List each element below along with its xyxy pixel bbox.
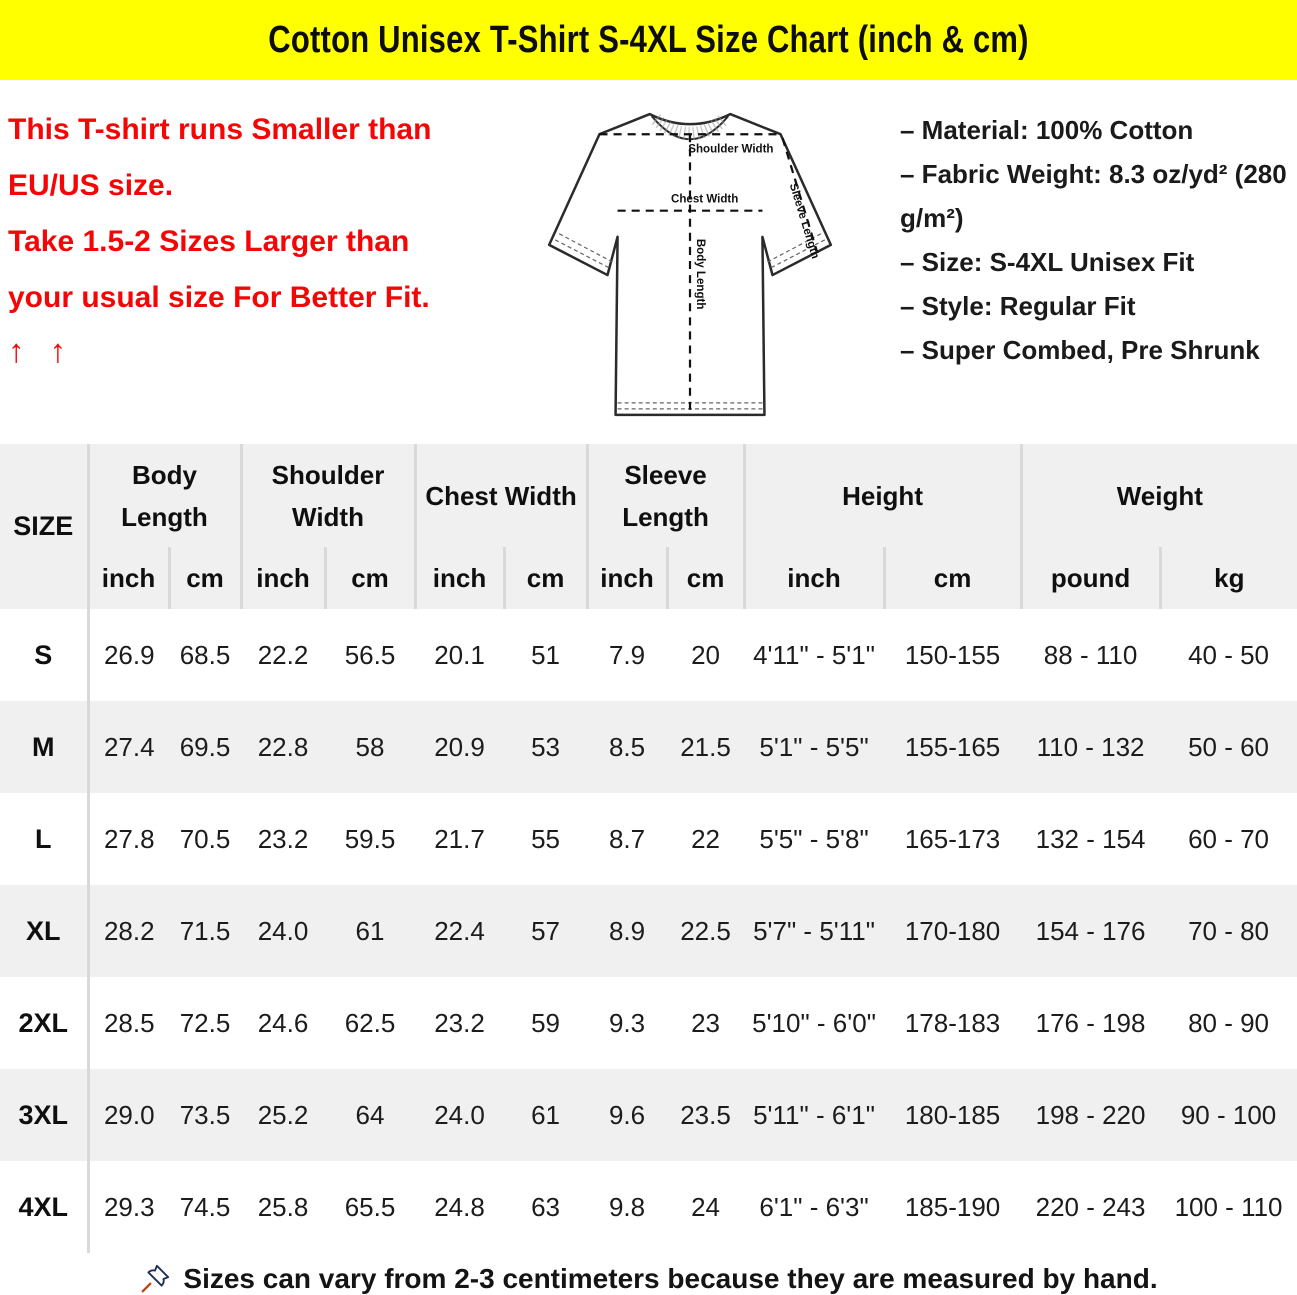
cell: 154 - 176	[1035, 915, 1146, 946]
column-group-sleeve-length: Sleeve Length	[587, 444, 744, 547]
unit-header-shoulder-width-inch: inch	[241, 547, 325, 609]
diagram-label-sleeve-length: Sleeve Length	[786, 181, 822, 261]
up-arrows-icon: ↑ ↑	[8, 332, 75, 369]
cell: 40 - 50	[1188, 639, 1270, 670]
cell: 73.5	[179, 1099, 231, 1130]
cell: 26.9	[88, 609, 169, 701]
cell: 80 - 90	[1188, 1007, 1270, 1038]
column-group-chest-width: Chest Width	[415, 444, 587, 547]
cell: 20.9	[434, 731, 485, 762]
cell: 20	[691, 639, 720, 670]
cell: 5'7" - 5'11"	[753, 915, 875, 946]
unit-header-body-length-cm: cm	[169, 547, 241, 609]
cell: 74.5	[179, 1191, 231, 1222]
cell: 55	[531, 823, 560, 854]
diagram-label-shoulder-width: Shoulder Width	[688, 143, 774, 156]
cell: 20.1	[434, 639, 485, 670]
warning-line: This T-shirt runs Smaller than	[8, 113, 432, 146]
cell: 25.2	[257, 1099, 309, 1130]
cell: 88 - 110	[1043, 639, 1138, 670]
column-group-height: Height	[744, 444, 1021, 547]
size-label: S	[34, 639, 53, 670]
cell: 61	[531, 1099, 560, 1130]
warning-line: EU/US size.	[8, 169, 174, 202]
cell: 5'1" - 5'5"	[759, 731, 869, 762]
cell: 90 - 100	[1180, 1099, 1277, 1130]
cell: 100 - 110	[1174, 1191, 1283, 1222]
warning-line: Take 1.5-2 Sizes Larger than	[8, 225, 410, 258]
cell: 24.8	[434, 1191, 485, 1222]
cell: 7.9	[608, 639, 646, 670]
cell: 59.5	[344, 823, 396, 854]
cell: 24.6	[257, 1007, 309, 1038]
unit-header-height-cm: cm	[884, 547, 1021, 609]
diagram-label-chest-width: Chest Width	[671, 193, 739, 206]
cell: 180-185	[904, 1099, 1001, 1130]
cell: 23.2	[257, 823, 309, 854]
cell: 220 - 243	[1035, 1191, 1146, 1222]
cell: 65.5	[344, 1191, 396, 1222]
info-section	[8, 98, 1289, 430]
cell: 70 - 80	[1188, 915, 1270, 946]
cell: 29.3	[88, 1161, 169, 1253]
cell: 198 - 220	[1035, 1099, 1146, 1130]
cell: 22.4	[434, 915, 485, 946]
size-label: M	[32, 731, 55, 762]
unit-header-sleeve-length-cm: cm	[667, 547, 744, 609]
cell: 53	[531, 731, 560, 762]
cell: 170-180	[904, 915, 1001, 946]
cell: 64	[355, 1099, 385, 1130]
cell: 51	[531, 639, 560, 670]
cell: 72.5	[179, 1007, 231, 1038]
cell: 22.8	[257, 731, 309, 762]
cell: 68.5	[179, 639, 231, 670]
cell: 110 - 132	[1036, 731, 1145, 762]
cell: 132 - 154	[1035, 823, 1146, 854]
cell: 165-173	[904, 823, 1001, 854]
table-row-l	[0, 793, 1297, 885]
table-row-2xl	[0, 977, 1297, 1069]
cell: 60 - 70	[1188, 823, 1270, 854]
cell: 24.0	[257, 915, 309, 946]
cell: 9.6	[608, 1099, 646, 1130]
unit-header-chest-width-cm: cm	[504, 547, 587, 609]
spec-item: – Style: Regular Fit	[900, 291, 1136, 321]
cell: 176 - 198	[1035, 1007, 1146, 1038]
cell: 28.2	[88, 885, 169, 977]
cell: 6'1" - 6'3"	[759, 1191, 869, 1222]
tshirt-diagram	[504, 98, 876, 430]
warning-text	[8, 98, 504, 430]
cell: 29.0	[88, 1069, 169, 1161]
footnote-text: Sizes can vary from 2-3 centimeters because they are measured by hand.	[183, 1263, 1158, 1294]
spec-item: – Fabric Weight: 8.3 oz/yd² (280 g/m²)	[900, 159, 1287, 233]
cell: 57	[531, 915, 560, 946]
cell: 69.5	[179, 731, 231, 762]
cell: 50 - 60	[1188, 731, 1270, 762]
cell: 150-155	[904, 639, 1001, 670]
cell: 9.8	[608, 1191, 646, 1222]
cell: 5'5" - 5'8"	[759, 823, 869, 854]
cell: 27.8	[88, 793, 169, 885]
size-label: L	[35, 823, 52, 854]
pushpin-icon	[139, 1263, 171, 1295]
cell: 5'11" - 6'1"	[753, 1099, 875, 1130]
cell: 59	[531, 1007, 560, 1038]
size-label: 2XL	[18, 1007, 69, 1038]
cell: 27.4	[88, 701, 169, 793]
cell: 71.5	[179, 915, 231, 946]
diagram-label-body-length: Body Length	[694, 238, 707, 310]
cell: 22.5	[680, 915, 731, 946]
cell: 21.7	[434, 823, 485, 854]
warning-line: your usual size For Better Fit.	[8, 281, 430, 314]
unit-header-body-length-inch: inch	[88, 547, 169, 609]
unit-header-sleeve-length-inch: inch	[587, 547, 667, 609]
cell: 178-183	[904, 1007, 1001, 1038]
unit-header-weight-kg: kg	[1160, 547, 1297, 609]
unit-header-shoulder-width-cm: cm	[325, 547, 415, 609]
cell: 56.5	[344, 639, 396, 670]
cell: 8.7	[608, 823, 646, 854]
column-group-shoulder-width: Shoulder Width	[241, 444, 415, 547]
table-row-4xl	[0, 1161, 1297, 1253]
cell: 24.0	[434, 1099, 485, 1130]
cell: 23	[691, 1007, 720, 1038]
cell: 22	[691, 823, 720, 854]
cell: 61	[355, 915, 385, 946]
table-row-3xl	[0, 1069, 1297, 1161]
cell: 63	[531, 1191, 560, 1222]
cell: 23.5	[680, 1099, 731, 1130]
column-group-weight: Weight	[1021, 444, 1297, 547]
table-row-xl	[0, 885, 1297, 977]
spec-item: – Super Combed, Pre Shrunk	[900, 335, 1260, 365]
cell: 8.9	[608, 915, 646, 946]
cell: 28.5	[88, 977, 169, 1069]
spec-item: – Material: 100% Cotton	[900, 115, 1194, 145]
spec-item: – Size: S-4XL Unisex Fit	[900, 247, 1195, 277]
cell: 70.5	[179, 823, 231, 854]
size-label: 3XL	[18, 1099, 69, 1130]
unit-header-weight-pound: pound	[1021, 547, 1160, 609]
cell: 155-165	[904, 731, 1001, 762]
specs-list	[876, 98, 1289, 430]
tshirt-outline-icon	[514, 98, 866, 430]
page-title: Cotton Unisex T-Shirt S-4XL Size Chart (inch & cm)	[268, 18, 1029, 61]
column-header-size: SIZE	[0, 444, 88, 609]
cell: 185-190	[904, 1191, 1001, 1222]
unit-header-chest-width-inch: inch	[415, 547, 504, 609]
cell: 9.3	[608, 1007, 646, 1038]
cell: 62.5	[344, 1007, 396, 1038]
size-label: XL	[25, 915, 61, 946]
size-label: 4XL	[18, 1191, 69, 1222]
cell: 24	[691, 1191, 720, 1222]
footnote	[0, 1263, 1297, 1295]
cell: 4'11" - 5'1"	[753, 639, 875, 670]
cell: 58	[355, 731, 385, 762]
banner	[0, 0, 1297, 80]
cell: 5'10" - 6'0"	[752, 1007, 876, 1038]
cell: 23.2	[434, 1007, 485, 1038]
unit-header-height-inch: inch	[744, 547, 884, 609]
table-row-m	[0, 701, 1297, 793]
table-row-s	[0, 609, 1297, 701]
cell: 21.5	[680, 731, 731, 762]
size-chart-table	[0, 444, 1297, 1253]
column-group-body-length: Body Length	[88, 444, 241, 547]
cell: 25.8	[257, 1191, 309, 1222]
cell: 8.5	[608, 731, 646, 762]
cell: 22.2	[257, 639, 309, 670]
